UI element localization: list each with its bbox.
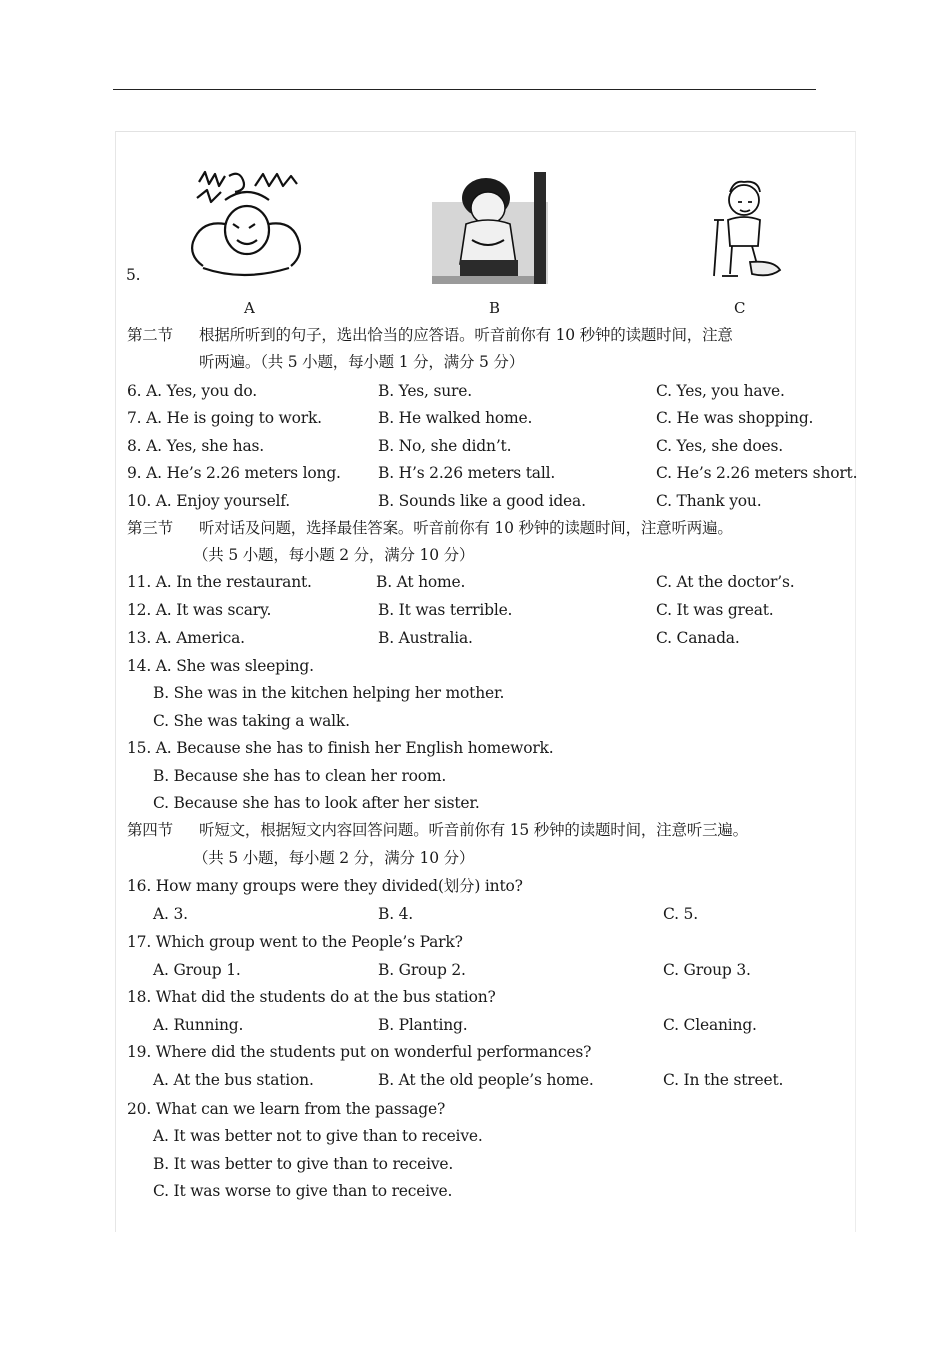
q9-option-b: B. H’s 2.26 meters tall. bbox=[378, 464, 556, 482]
q6-option-c: C. Yes, you have. bbox=[656, 382, 785, 400]
q11-option-a: 11. A. In the restaurant. bbox=[127, 573, 312, 591]
q10-option-b: B. Sounds like a good idea. bbox=[378, 492, 586, 510]
q20-stem: 20. What can we learn from the passage? bbox=[127, 1100, 446, 1118]
q10-option-a: 10. A. Enjoy yourself. bbox=[127, 492, 291, 510]
section-2-instructions-cont: 听两遍。（共 5 小题，每小题 1 分，满分 5 分） bbox=[199, 353, 524, 371]
q10-option-c: C. Thank you. bbox=[656, 492, 762, 510]
section-4-instructions-cont: （共 5 小题，每小题 2 分，满分 10 分） bbox=[193, 849, 475, 867]
section-3-instructions: 听对话及问题，选择最佳答案。听音前你有 10 秒钟的读题时间，注意听两遍。 bbox=[199, 519, 733, 537]
q19-option-a: A. At the bus station. bbox=[153, 1071, 314, 1089]
q8-option-a: 8. A. Yes, she has. bbox=[127, 437, 264, 455]
q20-option-a: A. It was better not to give than to receive. bbox=[153, 1127, 483, 1145]
q17-option-c: C. Group 3. bbox=[663, 961, 751, 979]
boy-stomachache-image bbox=[432, 172, 548, 284]
boy-crutches-image bbox=[700, 180, 786, 280]
q5-label-a: A bbox=[244, 299, 255, 317]
q8-option-c: C. Yes, she does. bbox=[656, 437, 783, 455]
q18-stem: 18. What did the students do at the bus station? bbox=[127, 988, 496, 1006]
q18-option-a: A. Running. bbox=[153, 1016, 244, 1034]
q14-option-c: C. She was taking a walk. bbox=[153, 712, 350, 730]
section-3-instructions-cont: （共 5 小题，每小题 2 分，满分 10 分） bbox=[193, 546, 475, 564]
section-2-instructions: 根据所听到的句子，选出恰当的应答语。听音前你有 10 秒钟的读题时间，注意 bbox=[199, 326, 733, 344]
q17-option-b: B. Group 2. bbox=[378, 961, 466, 979]
headache-boy-image bbox=[185, 168, 307, 280]
q5-label-c: C bbox=[734, 299, 746, 317]
q13-option-a: 13. A. America. bbox=[127, 629, 245, 647]
q19-option-c: C. In the street. bbox=[663, 1071, 784, 1089]
q15-option-c: C. Because she has to look after her sister. bbox=[153, 794, 480, 812]
q18-option-c: C. Cleaning. bbox=[663, 1016, 757, 1034]
q13-option-b: B. Australia. bbox=[378, 629, 473, 647]
q17-stem: 17. Which group went to the People’s Park? bbox=[127, 933, 463, 951]
q7-option-a: 7. A. He is going to work. bbox=[127, 409, 322, 427]
q18-option-b: B. Planting. bbox=[378, 1016, 468, 1034]
q19-option-b: B. At the old people’s home. bbox=[378, 1071, 594, 1089]
q20-option-b: B. It was better to give than to receive. bbox=[153, 1155, 454, 1173]
q7-option-c: C. He was shopping. bbox=[656, 409, 814, 427]
q9-option-c: C. He’s 2.26 meters short. bbox=[656, 464, 858, 482]
q15-option-a: 15. A. Because she has to finish her English homework. bbox=[127, 739, 554, 757]
header-rule bbox=[113, 89, 816, 90]
q12-option-c: C. It was great. bbox=[656, 601, 774, 619]
q5-label-b: B bbox=[489, 299, 501, 317]
q11-option-c: C. At the doctor’s. bbox=[656, 573, 795, 591]
scanned-page-frame bbox=[115, 131, 856, 1232]
q12-option-b: B. It was terrible. bbox=[378, 601, 513, 619]
q6-option-b: B. Yes, sure. bbox=[378, 382, 472, 400]
q16-stem: 16. How many groups were they divided(划分) into? bbox=[127, 877, 523, 895]
q13-option-c: C. Canada. bbox=[656, 629, 740, 647]
section-4-heading: 第四节 bbox=[127, 821, 173, 839]
q16-option-b: B. 4. bbox=[378, 905, 414, 923]
q6-option-a: 6. A. Yes, you do. bbox=[127, 382, 257, 400]
q15-option-b: B. Because she has to clean her room. bbox=[153, 767, 447, 785]
section-2-heading: 第二节 bbox=[127, 326, 173, 344]
q5-number: 5. bbox=[126, 266, 141, 284]
q14-option-b: B. She was in the kitchen helping her mother. bbox=[153, 684, 505, 702]
q16-option-c: C. 5. bbox=[663, 905, 698, 923]
section-3-heading: 第三节 bbox=[127, 519, 173, 537]
q7-option-b: B. He walked home. bbox=[378, 409, 533, 427]
q11-option-b: B. At home. bbox=[376, 573, 466, 591]
q19-stem: 19. Where did the students put on wonderful performances? bbox=[127, 1043, 592, 1061]
section-4-instructions: 听短文，根据短文内容回答问题。听音前你有 15 秒钟的读题时间，注意听三遍。 bbox=[199, 821, 748, 839]
q17-option-a: A. Group 1. bbox=[153, 961, 241, 979]
q14-option-a: 14. A. She was sleeping. bbox=[127, 657, 314, 675]
q16-option-a: A. 3. bbox=[153, 905, 188, 923]
q8-option-b: B. No, she didn’t. bbox=[378, 437, 512, 455]
q9-option-a: 9. A. He’s 2.26 meters long. bbox=[127, 464, 341, 482]
q12-option-a: 12. A. It was scary. bbox=[127, 601, 272, 619]
q20-option-c: C. It was worse to give than to receive. bbox=[153, 1182, 453, 1200]
